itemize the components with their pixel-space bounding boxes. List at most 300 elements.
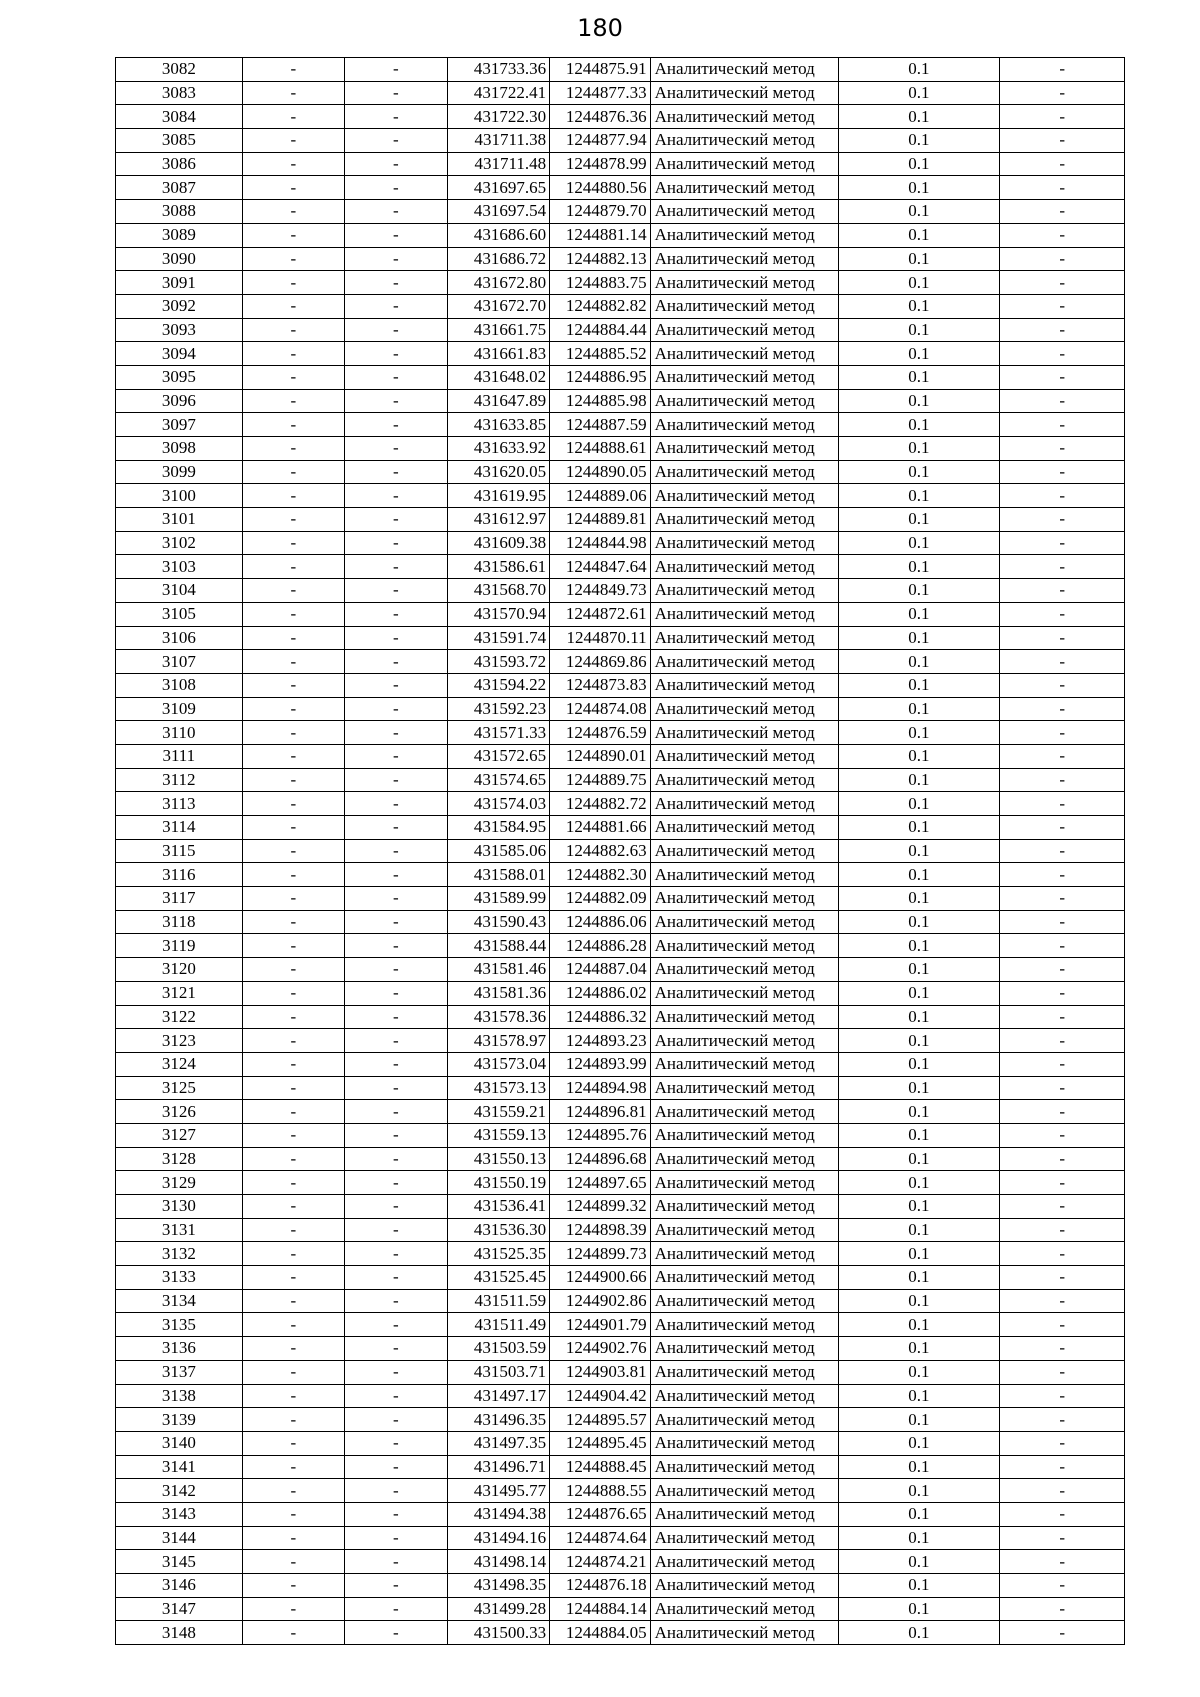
note-cell: -: [1000, 1195, 1125, 1219]
accuracy-cell: 0.1: [838, 413, 1000, 437]
method-cell: Аналитический метод: [650, 768, 838, 792]
blank-cell-b: -: [345, 176, 448, 200]
x-coordinate-cell: 431609.38: [447, 531, 550, 555]
table-row: [116, 1337, 1125, 1361]
table-row: [116, 934, 1125, 958]
blank-cell-b: -: [345, 318, 448, 342]
note-cell: -: [1000, 58, 1125, 82]
accuracy-cell: 0.1: [838, 129, 1000, 153]
accuracy-cell: 0.1: [838, 626, 1000, 650]
accuracy-cell: 0.1: [838, 294, 1000, 318]
y-coordinate-cell: 1244895.57: [550, 1408, 650, 1432]
y-coordinate-cell: 1244878.99: [550, 152, 650, 176]
accuracy-cell: 0.1: [838, 318, 1000, 342]
note-cell: -: [1000, 365, 1125, 389]
accuracy-cell: 0.1: [838, 152, 1000, 176]
accuracy-cell: 0.1: [838, 105, 1000, 129]
x-coordinate-cell: 431496.71: [447, 1455, 550, 1479]
y-coordinate-cell: 1244904.42: [550, 1384, 650, 1408]
method-cell: Аналитический метод: [650, 1502, 838, 1526]
blank-cell-b: -: [345, 460, 448, 484]
note-cell: -: [1000, 1502, 1125, 1526]
blank-cell-a: -: [242, 1550, 345, 1574]
blank-cell-a: -: [242, 816, 345, 840]
x-coordinate-cell: 431588.44: [447, 934, 550, 958]
y-coordinate-cell: 1244874.21: [550, 1550, 650, 1574]
note-cell: -: [1000, 460, 1125, 484]
method-cell: Аналитический метод: [650, 484, 838, 508]
method-cell: Аналитический метод: [650, 365, 838, 389]
method-cell: Аналитический метод: [650, 1052, 838, 1076]
note-cell: -: [1000, 105, 1125, 129]
point-number-cell: 3089: [116, 223, 243, 247]
accuracy-cell: 0.1: [838, 1621, 1000, 1645]
blank-cell-b: -: [345, 437, 448, 461]
blank-cell-b: -: [345, 129, 448, 153]
note-cell: -: [1000, 602, 1125, 626]
method-cell: Аналитический метод: [650, 200, 838, 224]
x-coordinate-cell: 431498.35: [447, 1574, 550, 1598]
method-cell: Аналитический метод: [650, 460, 838, 484]
point-number-cell: 3133: [116, 1266, 243, 1290]
accuracy-cell: 0.1: [838, 1597, 1000, 1621]
point-number-cell: 3140: [116, 1431, 243, 1455]
note-cell: -: [1000, 508, 1125, 532]
blank-cell-b: -: [345, 816, 448, 840]
note-cell: -: [1000, 1147, 1125, 1171]
blank-cell-b: -: [345, 1005, 448, 1029]
accuracy-cell: 0.1: [838, 1502, 1000, 1526]
method-cell: Аналитический метод: [650, 105, 838, 129]
point-number-cell: 3105: [116, 602, 243, 626]
blank-cell-a: -: [242, 1005, 345, 1029]
point-number-cell: 3115: [116, 839, 243, 863]
blank-cell-b: -: [345, 1479, 448, 1503]
note-cell: -: [1000, 1408, 1125, 1432]
method-cell: Аналитический метод: [650, 1076, 838, 1100]
table-row: [116, 1029, 1125, 1053]
point-number-cell: 3141: [116, 1455, 243, 1479]
point-number-cell: 3132: [116, 1242, 243, 1266]
table-row: [116, 1597, 1125, 1621]
blank-cell-a: -: [242, 1123, 345, 1147]
x-coordinate-cell: 431559.13: [447, 1123, 550, 1147]
blank-cell-b: -: [345, 1574, 448, 1598]
table-row: [116, 342, 1125, 366]
accuracy-cell: 0.1: [838, 1289, 1000, 1313]
blank-cell-b: -: [345, 1171, 448, 1195]
y-coordinate-cell: 1244847.64: [550, 555, 650, 579]
x-coordinate-cell: 431592.23: [447, 697, 550, 721]
x-coordinate-cell: 431494.16: [447, 1526, 550, 1550]
note-cell: -: [1000, 721, 1125, 745]
y-coordinate-cell: 1244885.98: [550, 389, 650, 413]
table-row: [116, 223, 1125, 247]
method-cell: Аналитический метод: [650, 1123, 838, 1147]
x-coordinate-cell: 431536.30: [447, 1218, 550, 1242]
y-coordinate-cell: 1244876.18: [550, 1574, 650, 1598]
note-cell: -: [1000, 981, 1125, 1005]
point-number-cell: 3101: [116, 508, 243, 532]
note-cell: -: [1000, 744, 1125, 768]
method-cell: Аналитический метод: [650, 1550, 838, 1574]
blank-cell-a: -: [242, 1502, 345, 1526]
table-row: [116, 792, 1125, 816]
table-row: [116, 1242, 1125, 1266]
blank-cell-a: -: [242, 673, 345, 697]
x-coordinate-cell: 431697.65: [447, 176, 550, 200]
blank-cell-a: -: [242, 1574, 345, 1598]
table-row: [116, 271, 1125, 295]
x-coordinate-cell: 431722.41: [447, 81, 550, 105]
y-coordinate-cell: 1244895.45: [550, 1431, 650, 1455]
x-coordinate-cell: 431722.30: [447, 105, 550, 129]
point-number-cell: 3124: [116, 1052, 243, 1076]
x-coordinate-cell: 431686.60: [447, 223, 550, 247]
x-coordinate-cell: 431525.35: [447, 1242, 550, 1266]
table-row: [116, 1100, 1125, 1124]
x-coordinate-cell: 431661.75: [447, 318, 550, 342]
accuracy-cell: 0.1: [838, 81, 1000, 105]
method-cell: Аналитический метод: [650, 863, 838, 887]
note-cell: -: [1000, 768, 1125, 792]
accuracy-cell: 0.1: [838, 958, 1000, 982]
accuracy-cell: 0.1: [838, 508, 1000, 532]
blank-cell-a: -: [242, 508, 345, 532]
y-coordinate-cell: 1244870.11: [550, 626, 650, 650]
method-cell: Аналитический метод: [650, 744, 838, 768]
point-number-cell: 3092: [116, 294, 243, 318]
y-coordinate-cell: 1244888.61: [550, 437, 650, 461]
y-coordinate-cell: 1244872.61: [550, 602, 650, 626]
note-cell: -: [1000, 1597, 1125, 1621]
y-coordinate-cell: 1244890.05: [550, 460, 650, 484]
method-cell: Аналитический метод: [650, 508, 838, 532]
accuracy-cell: 0.1: [838, 1550, 1000, 1574]
blank-cell-a: -: [242, 1526, 345, 1550]
blank-cell-b: -: [345, 247, 448, 271]
table-row: [116, 1076, 1125, 1100]
table-row: [116, 1005, 1125, 1029]
blank-cell-b: -: [345, 602, 448, 626]
y-coordinate-cell: 1244881.66: [550, 816, 650, 840]
y-coordinate-cell: 1244886.28: [550, 934, 650, 958]
accuracy-cell: 0.1: [838, 1029, 1000, 1053]
blank-cell-b: -: [345, 673, 448, 697]
x-coordinate-cell: 431594.22: [447, 673, 550, 697]
point-number-cell: 3094: [116, 342, 243, 366]
blank-cell-b: -: [345, 1076, 448, 1100]
point-number-cell: 3139: [116, 1408, 243, 1432]
method-cell: Аналитический метод: [650, 342, 838, 366]
x-coordinate-cell: 431497.35: [447, 1431, 550, 1455]
y-coordinate-cell: 1244874.64: [550, 1526, 650, 1550]
accuracy-cell: 0.1: [838, 887, 1000, 911]
method-cell: Аналитический метод: [650, 1218, 838, 1242]
blank-cell-a: -: [242, 176, 345, 200]
x-coordinate-cell: 431581.36: [447, 981, 550, 1005]
table-row: [116, 365, 1125, 389]
method-cell: Аналитический метод: [650, 81, 838, 105]
accuracy-cell: 0.1: [838, 1431, 1000, 1455]
blank-cell-b: -: [345, 910, 448, 934]
blank-cell-b: -: [345, 342, 448, 366]
blank-cell-b: -: [345, 839, 448, 863]
table-row: [116, 839, 1125, 863]
blank-cell-b: -: [345, 389, 448, 413]
point-number-cell: 3111: [116, 744, 243, 768]
note-cell: -: [1000, 437, 1125, 461]
y-coordinate-cell: 1244879.70: [550, 200, 650, 224]
point-number-cell: 3122: [116, 1005, 243, 1029]
method-cell: Аналитический метод: [650, 1431, 838, 1455]
accuracy-cell: 0.1: [838, 484, 1000, 508]
accuracy-cell: 0.1: [838, 342, 1000, 366]
x-coordinate-cell: 431647.89: [447, 389, 550, 413]
note-cell: -: [1000, 271, 1125, 295]
blank-cell-b: -: [345, 1597, 448, 1621]
accuracy-cell: 0.1: [838, 460, 1000, 484]
method-cell: Аналитический метод: [650, 626, 838, 650]
blank-cell-a: -: [242, 1052, 345, 1076]
y-coordinate-cell: 1244877.94: [550, 129, 650, 153]
blank-cell-a: -: [242, 413, 345, 437]
blank-cell-b: -: [345, 1431, 448, 1455]
blank-cell-a: -: [242, 1479, 345, 1503]
method-cell: Аналитический метод: [650, 1360, 838, 1384]
blank-cell-a: -: [242, 981, 345, 1005]
method-cell: Аналитический метод: [650, 129, 838, 153]
accuracy-cell: 0.1: [838, 247, 1000, 271]
blank-cell-a: -: [242, 697, 345, 721]
blank-cell-b: -: [345, 792, 448, 816]
x-coordinate-cell: 431733.36: [447, 58, 550, 82]
note-cell: -: [1000, 1431, 1125, 1455]
note-cell: -: [1000, 792, 1125, 816]
blank-cell-a: -: [242, 1337, 345, 1361]
method-cell: Аналитический метод: [650, 1574, 838, 1598]
blank-cell-b: -: [345, 508, 448, 532]
point-number-cell: 3106: [116, 626, 243, 650]
table-row: [116, 981, 1125, 1005]
note-cell: -: [1000, 484, 1125, 508]
y-coordinate-cell: 1244881.14: [550, 223, 650, 247]
note-cell: -: [1000, 342, 1125, 366]
accuracy-cell: 0.1: [838, 1337, 1000, 1361]
y-coordinate-cell: 1244874.08: [550, 697, 650, 721]
x-coordinate-cell: 431581.46: [447, 958, 550, 982]
accuracy-cell: 0.1: [838, 1266, 1000, 1290]
y-coordinate-cell: 1244882.13: [550, 247, 650, 271]
point-number-cell: 3148: [116, 1621, 243, 1645]
blank-cell-b: -: [345, 1502, 448, 1526]
accuracy-cell: 0.1: [838, 910, 1000, 934]
x-coordinate-cell: 431578.36: [447, 1005, 550, 1029]
point-number-cell: 3128: [116, 1147, 243, 1171]
table-row: [116, 1384, 1125, 1408]
x-coordinate-cell: 431612.97: [447, 508, 550, 532]
y-coordinate-cell: 1244886.02: [550, 981, 650, 1005]
accuracy-cell: 0.1: [838, 816, 1000, 840]
table-row: [116, 1574, 1125, 1598]
point-number-cell: 3138: [116, 1384, 243, 1408]
x-coordinate-cell: 431589.99: [447, 887, 550, 911]
point-number-cell: 3110: [116, 721, 243, 745]
note-cell: -: [1000, 531, 1125, 555]
method-cell: Аналитический метод: [650, 792, 838, 816]
accuracy-cell: 0.1: [838, 1408, 1000, 1432]
point-number-cell: 3102: [116, 531, 243, 555]
method-cell: Аналитический метод: [650, 1289, 838, 1313]
accuracy-cell: 0.1: [838, 768, 1000, 792]
point-number-cell: 3100: [116, 484, 243, 508]
point-number-cell: 3085: [116, 129, 243, 153]
x-coordinate-cell: 431497.17: [447, 1384, 550, 1408]
point-number-cell: 3143: [116, 1502, 243, 1526]
blank-cell-b: -: [345, 58, 448, 82]
note-cell: -: [1000, 247, 1125, 271]
blank-cell-a: -: [242, 1408, 345, 1432]
blank-cell-a: -: [242, 484, 345, 508]
point-number-cell: 3103: [116, 555, 243, 579]
note-cell: -: [1000, 1289, 1125, 1313]
table-row: [116, 318, 1125, 342]
method-cell: Аналитический метод: [650, 1029, 838, 1053]
blank-cell-a: -: [242, 294, 345, 318]
method-cell: Аналитический метод: [650, 839, 838, 863]
point-number-cell: 3096: [116, 389, 243, 413]
note-cell: -: [1000, 1526, 1125, 1550]
point-number-cell: 3145: [116, 1550, 243, 1574]
point-number-cell: 3131: [116, 1218, 243, 1242]
blank-cell-b: -: [345, 152, 448, 176]
note-cell: -: [1000, 129, 1125, 153]
table-row: [116, 176, 1125, 200]
point-number-cell: 3099: [116, 460, 243, 484]
blank-cell-a: -: [242, 555, 345, 579]
note-cell: -: [1000, 1337, 1125, 1361]
blank-cell-a: -: [242, 247, 345, 271]
note-cell: -: [1000, 1005, 1125, 1029]
y-coordinate-cell: 1244889.06: [550, 484, 650, 508]
blank-cell-a: -: [242, 744, 345, 768]
note-cell: -: [1000, 958, 1125, 982]
x-coordinate-cell: 431572.65: [447, 744, 550, 768]
blank-cell-b: -: [345, 200, 448, 224]
y-coordinate-cell: 1244876.65: [550, 1502, 650, 1526]
blank-cell-a: -: [242, 437, 345, 461]
y-coordinate-cell: 1244901.79: [550, 1313, 650, 1337]
x-coordinate-cell: 431496.35: [447, 1408, 550, 1432]
table-row: [116, 910, 1125, 934]
y-coordinate-cell: 1244877.33: [550, 81, 650, 105]
method-cell: Аналитический метод: [650, 531, 838, 555]
y-coordinate-cell: 1244883.75: [550, 271, 650, 295]
point-number-cell: 3113: [116, 792, 243, 816]
note-cell: -: [1000, 697, 1125, 721]
blank-cell-b: -: [345, 1052, 448, 1076]
accuracy-cell: 0.1: [838, 1313, 1000, 1337]
blank-cell-a: -: [242, 1076, 345, 1100]
blank-cell-a: -: [242, 579, 345, 603]
blank-cell-a: -: [242, 1100, 345, 1124]
table-row: [116, 1550, 1125, 1574]
note-cell: -: [1000, 81, 1125, 105]
y-coordinate-cell: 1244888.55: [550, 1479, 650, 1503]
y-coordinate-cell: 1244844.98: [550, 531, 650, 555]
accuracy-cell: 0.1: [838, 602, 1000, 626]
accuracy-cell: 0.1: [838, 1005, 1000, 1029]
blank-cell-a: -: [242, 389, 345, 413]
accuracy-cell: 0.1: [838, 839, 1000, 863]
point-number-cell: 3097: [116, 413, 243, 437]
blank-cell-b: -: [345, 1100, 448, 1124]
y-coordinate-cell: 1244873.83: [550, 673, 650, 697]
point-number-cell: 3109: [116, 697, 243, 721]
point-number-cell: 3114: [116, 816, 243, 840]
y-coordinate-cell: 1244897.65: [550, 1171, 650, 1195]
note-cell: -: [1000, 1052, 1125, 1076]
blank-cell-a: -: [242, 200, 345, 224]
table-row: [116, 1479, 1125, 1503]
point-number-cell: 3107: [116, 650, 243, 674]
table-row: [116, 1621, 1125, 1645]
table-row: [116, 650, 1125, 674]
point-number-cell: 3137: [116, 1360, 243, 1384]
x-coordinate-cell: 431591.74: [447, 626, 550, 650]
blank-cell-b: -: [345, 1313, 448, 1337]
point-number-cell: 3134: [116, 1289, 243, 1313]
accuracy-cell: 0.1: [838, 223, 1000, 247]
x-coordinate-cell: 431585.06: [447, 839, 550, 863]
y-coordinate-cell: 1244887.04: [550, 958, 650, 982]
accuracy-cell: 0.1: [838, 365, 1000, 389]
blank-cell-a: -: [242, 1384, 345, 1408]
blank-cell-a: -: [242, 460, 345, 484]
accuracy-cell: 0.1: [838, 1455, 1000, 1479]
table-row: [116, 1123, 1125, 1147]
point-number-cell: 3082: [116, 58, 243, 82]
blank-cell-b: -: [345, 1289, 448, 1313]
method-cell: Аналитический метод: [650, 58, 838, 82]
blank-cell-b: -: [345, 1337, 448, 1361]
point-number-cell: 3147: [116, 1597, 243, 1621]
blank-cell-a: -: [242, 910, 345, 934]
blank-cell-a: -: [242, 1431, 345, 1455]
point-number-cell: 3142: [116, 1479, 243, 1503]
method-cell: Аналитический метод: [650, 697, 838, 721]
blank-cell-b: -: [345, 887, 448, 911]
point-number-cell: 3091: [116, 271, 243, 295]
table-row: [116, 1289, 1125, 1313]
accuracy-cell: 0.1: [838, 697, 1000, 721]
blank-cell-b: -: [345, 579, 448, 603]
point-number-cell: 3108: [116, 673, 243, 697]
blank-cell-b: -: [345, 1360, 448, 1384]
x-coordinate-cell: 431536.41: [447, 1195, 550, 1219]
x-coordinate-cell: 431498.14: [447, 1550, 550, 1574]
point-number-cell: 3104: [116, 579, 243, 603]
y-coordinate-cell: 1244882.72: [550, 792, 650, 816]
accuracy-cell: 0.1: [838, 1100, 1000, 1124]
note-cell: -: [1000, 626, 1125, 650]
method-cell: Аналитический метод: [650, 650, 838, 674]
blank-cell-b: -: [345, 744, 448, 768]
note-cell: -: [1000, 1266, 1125, 1290]
y-coordinate-cell: 1244875.91: [550, 58, 650, 82]
note-cell: -: [1000, 1313, 1125, 1337]
blank-cell-b: -: [345, 863, 448, 887]
